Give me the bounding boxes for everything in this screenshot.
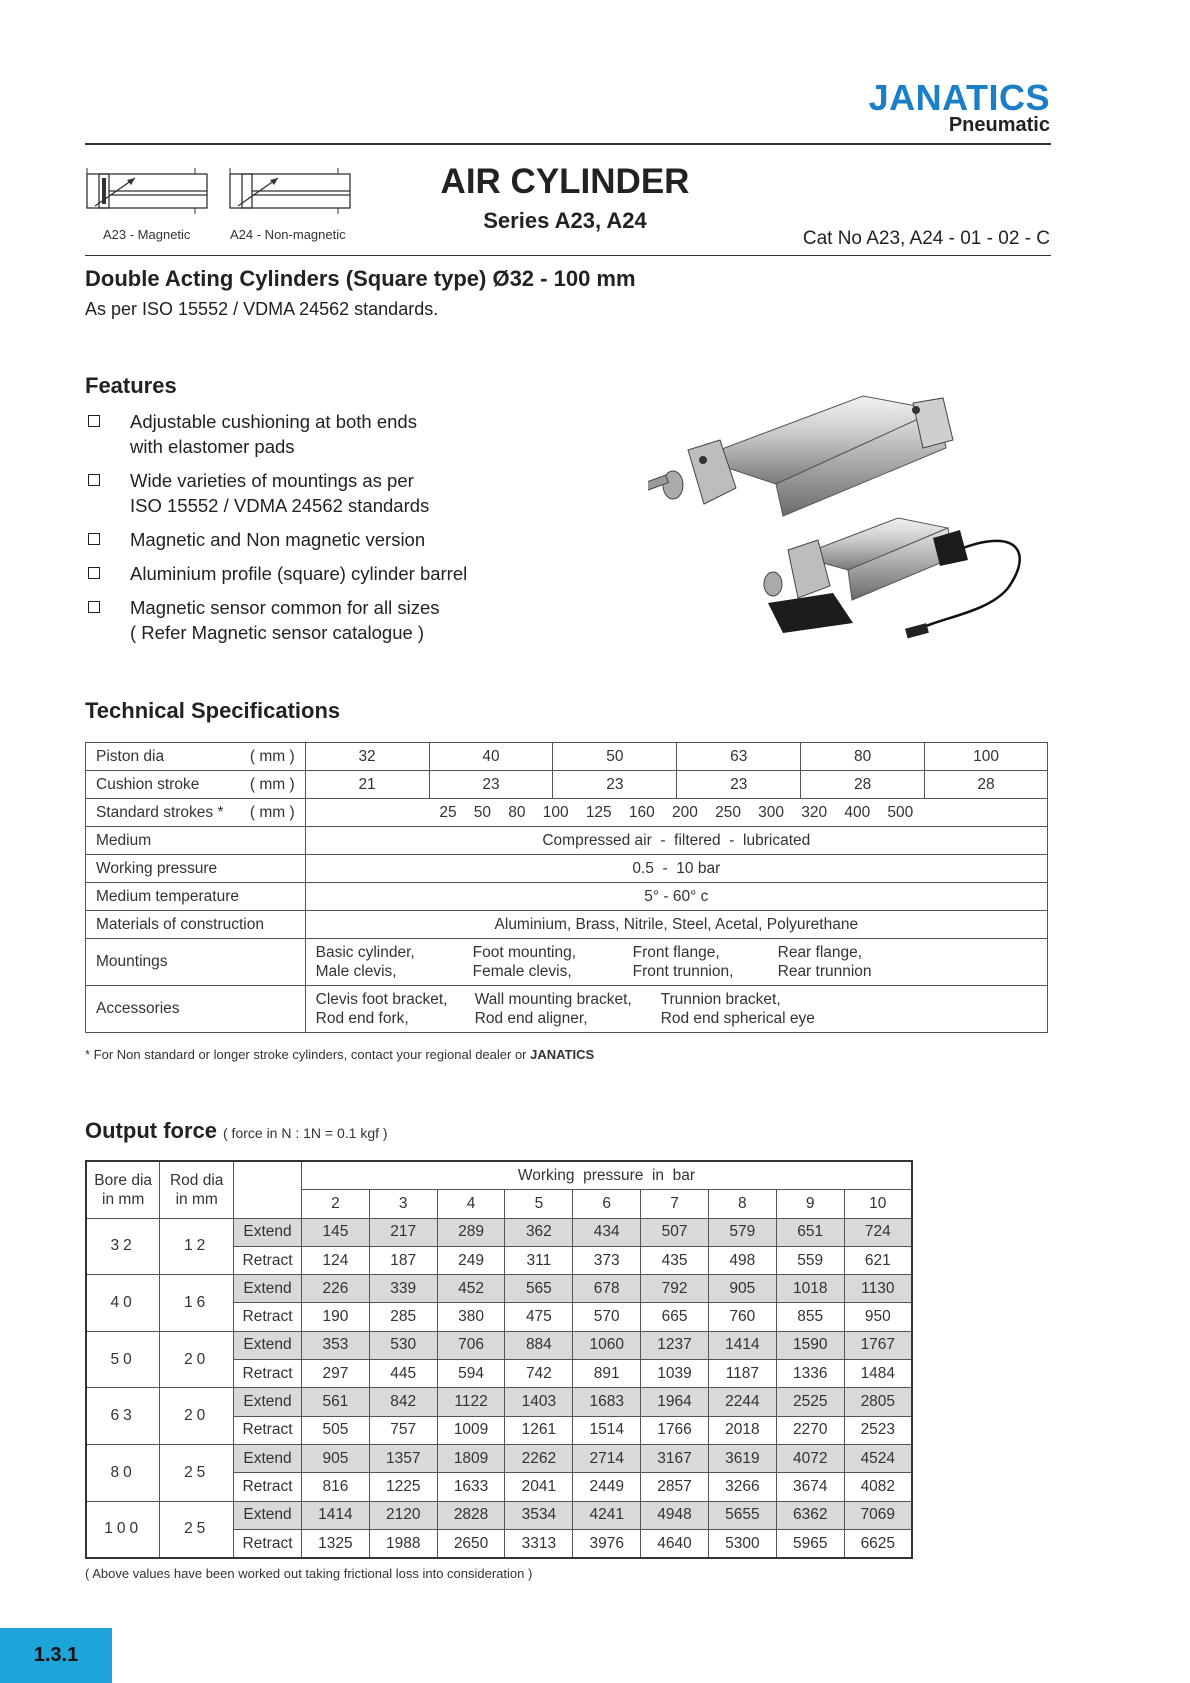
force-value: 339 bbox=[369, 1275, 437, 1303]
bore-value: 100 bbox=[86, 1501, 160, 1558]
force-value: 2244 bbox=[708, 1388, 776, 1416]
force-value: 4241 bbox=[573, 1501, 641, 1529]
force-value: 1766 bbox=[641, 1416, 709, 1444]
force-value: 3619 bbox=[708, 1444, 776, 1472]
force-value: 285 bbox=[369, 1303, 437, 1331]
pressure-column-header: 4 bbox=[437, 1190, 505, 1218]
bore-value: 32 bbox=[86, 1218, 160, 1275]
force-value: 678 bbox=[573, 1275, 641, 1303]
force-value: 3167 bbox=[641, 1444, 709, 1472]
table-row bbox=[86, 743, 1048, 771]
retract-label: Retract bbox=[234, 1303, 302, 1331]
force-value: 1414 bbox=[708, 1331, 776, 1359]
force-value: 570 bbox=[573, 1303, 641, 1331]
spec-value: 25 50 80 100 125 160 200 250 300 320 400 500 bbox=[305, 799, 1047, 827]
checkbox-bullet-icon bbox=[88, 567, 100, 579]
spec-value: 32 bbox=[305, 743, 429, 771]
product-subheading: Double Acting Cylinders (Square type) Ø32 - 100 mm bbox=[85, 266, 636, 291]
symbol-a24-label: A24 - Non-magnetic bbox=[230, 227, 346, 242]
spec-value: 21 bbox=[305, 771, 429, 799]
force-value: 1809 bbox=[437, 1444, 505, 1472]
force-value: 559 bbox=[776, 1246, 844, 1274]
force-value: 4640 bbox=[641, 1529, 709, 1558]
force-value: 3976 bbox=[573, 1529, 641, 1558]
force-value: 651 bbox=[776, 1218, 844, 1246]
force-value: 561 bbox=[301, 1388, 369, 1416]
force-value: 145 bbox=[301, 1218, 369, 1246]
tech-spec-table bbox=[85, 742, 1048, 1033]
force-value: 226 bbox=[301, 1275, 369, 1303]
force-value: 4072 bbox=[776, 1444, 844, 1472]
brand-subtitle: Pneumatic bbox=[948, 114, 1050, 136]
force-value: 475 bbox=[505, 1303, 573, 1331]
catalog-number: Cat No A23, A24 - 01 - 02 - C bbox=[802, 228, 1050, 249]
spec-value: 50 bbox=[553, 743, 677, 771]
output-force-table bbox=[85, 1160, 913, 1559]
spec-label: Piston dia ( mm ) bbox=[86, 743, 306, 771]
force-value: 1683 bbox=[573, 1388, 641, 1416]
spec-value: 5° - 60° c bbox=[305, 883, 1047, 911]
force-value: 594 bbox=[437, 1360, 505, 1388]
feature-text: Aluminium profile (square) cylinder barrel bbox=[130, 563, 468, 584]
force-value: 565 bbox=[505, 1275, 573, 1303]
table-row bbox=[86, 1444, 912, 1472]
table-row bbox=[86, 1218, 912, 1246]
spec-label: Materials of construction bbox=[86, 911, 306, 939]
mode-header bbox=[234, 1161, 302, 1218]
force-value: 4082 bbox=[844, 1473, 912, 1501]
pressure-column-header: 9 bbox=[776, 1190, 844, 1218]
spec-value: 28 bbox=[801, 771, 925, 799]
feature-text: ( Refer Magnetic sensor catalogue ) bbox=[130, 622, 425, 643]
force-value: 706 bbox=[437, 1331, 505, 1359]
force-value: 7069 bbox=[844, 1501, 912, 1529]
symbol-a23 bbox=[85, 168, 215, 242]
rod-value: 25 bbox=[160, 1501, 234, 1558]
table-row bbox=[86, 827, 1048, 855]
force-value: 2857 bbox=[641, 1473, 709, 1501]
spec-label: Working pressure bbox=[86, 855, 306, 883]
pressure-column-header: 7 bbox=[641, 1190, 709, 1218]
pressure-column-header: 6 bbox=[573, 1190, 641, 1218]
bore-value: 50 bbox=[86, 1331, 160, 1388]
force-value: 289 bbox=[437, 1218, 505, 1246]
force-value: 311 bbox=[505, 1246, 573, 1274]
checkbox-bullet-icon bbox=[88, 474, 100, 486]
tech-spec-heading: Technical Specifications bbox=[85, 698, 341, 723]
table-row bbox=[86, 1501, 912, 1529]
spec-label: Standard strokes * ( mm ) bbox=[86, 799, 306, 827]
spec-label: Cushion stroke ( mm ) bbox=[86, 771, 306, 799]
table-row bbox=[86, 1331, 912, 1359]
force-value: 507 bbox=[641, 1218, 709, 1246]
force-value: 1060 bbox=[573, 1331, 641, 1359]
spec-value: Basic cylinder, Male clevis, Foot mounting, Female clevis, Front flange, Front trunnion, Rear flange, Rear trunnion bbox=[305, 939, 1047, 986]
features-list bbox=[85, 409, 605, 654]
force-value: 434 bbox=[573, 1218, 641, 1246]
feature-text: Adjustable cushioning at both ends bbox=[130, 411, 417, 432]
force-value: 621 bbox=[844, 1246, 912, 1274]
force-value: 498 bbox=[708, 1246, 776, 1274]
symbol-a24 bbox=[228, 168, 368, 242]
force-value: 6362 bbox=[776, 1501, 844, 1529]
force-value: 353 bbox=[301, 1331, 369, 1359]
spec-value: Clevis foot bracket, Rod end fork, Wall mounting bracket, Rod end aligner, Trunnion bracket, Rod end spherical eye bbox=[305, 986, 1047, 1033]
force-value: 2523 bbox=[844, 1416, 912, 1444]
spec-value: 80 bbox=[801, 743, 925, 771]
force-value: 905 bbox=[301, 1444, 369, 1472]
spec-value: 100 bbox=[925, 743, 1048, 771]
force-value: 742 bbox=[505, 1360, 573, 1388]
force-value: 4524 bbox=[844, 1444, 912, 1472]
feature-text: ISO 15552 / VDMA 24562 standards bbox=[130, 495, 430, 516]
header-divider bbox=[85, 143, 1051, 145]
force-value: 505 bbox=[301, 1416, 369, 1444]
force-value: 4948 bbox=[641, 1501, 709, 1529]
force-value: 530 bbox=[369, 1331, 437, 1359]
spec-value: 40 bbox=[429, 743, 553, 771]
force-value: 2449 bbox=[573, 1473, 641, 1501]
force-value: 452 bbox=[437, 1275, 505, 1303]
pressure-column-header: 3 bbox=[369, 1190, 437, 1218]
output-force-heading: Output force ( force in N : 1N = 0.1 kgf ) bbox=[85, 1118, 388, 1143]
force-value: 445 bbox=[369, 1360, 437, 1388]
force-value: 1336 bbox=[776, 1360, 844, 1388]
force-value: 1988 bbox=[369, 1529, 437, 1558]
retract-label: Retract bbox=[234, 1416, 302, 1444]
force-value: 3674 bbox=[776, 1473, 844, 1501]
force-value: 816 bbox=[301, 1473, 369, 1501]
non-magnetic-cylinder-symbol-icon bbox=[228, 168, 358, 218]
force-value: 1261 bbox=[505, 1416, 573, 1444]
force-value: 362 bbox=[505, 1218, 573, 1246]
force-value: 855 bbox=[776, 1303, 844, 1331]
spec-label: Accessories bbox=[86, 986, 306, 1033]
extend-label: Extend bbox=[234, 1275, 302, 1303]
spec-label: Mountings bbox=[86, 939, 306, 986]
table-row bbox=[86, 986, 1048, 1033]
force-value: 5655 bbox=[708, 1501, 776, 1529]
force-value: 217 bbox=[369, 1218, 437, 1246]
force-value: 1767 bbox=[844, 1331, 912, 1359]
table-row bbox=[86, 1388, 912, 1416]
force-value: 2525 bbox=[776, 1388, 844, 1416]
rod-value: 16 bbox=[160, 1275, 234, 1332]
force-value: 3534 bbox=[505, 1501, 573, 1529]
force-value: 1964 bbox=[641, 1388, 709, 1416]
feature-text: Wide varieties of mountings as per bbox=[130, 470, 414, 491]
feature-text: Magnetic and Non magnetic version bbox=[130, 529, 426, 550]
pressure-column-header: 5 bbox=[505, 1190, 573, 1218]
force-value: 2018 bbox=[708, 1416, 776, 1444]
force-value: 190 bbox=[301, 1303, 369, 1331]
feature-text: Magnetic sensor common for all sizes bbox=[130, 597, 440, 618]
force-value: 1590 bbox=[776, 1331, 844, 1359]
spec-value: Compressed air - filtered - lubricated bbox=[305, 827, 1047, 855]
extend-label: Extend bbox=[234, 1388, 302, 1416]
spec-label: Medium bbox=[86, 827, 306, 855]
force-value: 3266 bbox=[708, 1473, 776, 1501]
force-value: 249 bbox=[437, 1246, 505, 1274]
checkbox-bullet-icon bbox=[88, 533, 100, 545]
extend-label: Extend bbox=[234, 1218, 302, 1246]
force-value: 2120 bbox=[369, 1501, 437, 1529]
pressure-column-header: 10 bbox=[844, 1190, 912, 1218]
spec-value: 63 bbox=[677, 743, 801, 771]
bore-value: 80 bbox=[86, 1444, 160, 1501]
force-value: 297 bbox=[301, 1360, 369, 1388]
force-value: 760 bbox=[708, 1303, 776, 1331]
spec-value: 23 bbox=[553, 771, 677, 799]
retract-label: Retract bbox=[234, 1473, 302, 1501]
title-divider bbox=[85, 255, 1051, 256]
pressure-header: Working pressure in bar bbox=[301, 1161, 912, 1190]
spec-footnote: * For Non standard or longer stroke cylinders, contact your regional dealer or JANATICS bbox=[85, 1047, 595, 1062]
force-value: 5965 bbox=[776, 1529, 844, 1558]
pressure-column-header: 2 bbox=[301, 1190, 369, 1218]
force-value: 2650 bbox=[437, 1529, 505, 1558]
force-value: 950 bbox=[844, 1303, 912, 1331]
table-row bbox=[86, 1275, 912, 1303]
force-value: 2805 bbox=[844, 1388, 912, 1416]
retract-label: Retract bbox=[234, 1246, 302, 1274]
force-value: 1039 bbox=[641, 1360, 709, 1388]
force-value: 3313 bbox=[505, 1529, 573, 1558]
spec-value: 0.5 - 10 bar bbox=[305, 855, 1047, 883]
table-header-row bbox=[86, 1161, 912, 1190]
rod-value: 20 bbox=[160, 1331, 234, 1388]
table-row bbox=[86, 939, 1048, 986]
force-value: 1514 bbox=[573, 1416, 641, 1444]
force-value: 1009 bbox=[437, 1416, 505, 1444]
force-value: 1484 bbox=[844, 1360, 912, 1388]
output-footnote: ( Above values have been worked out taking frictional loss into consideration ) bbox=[85, 1566, 533, 1581]
brand-logo bbox=[800, 77, 1050, 136]
rod-value: 12 bbox=[160, 1218, 234, 1275]
force-value: 1325 bbox=[301, 1529, 369, 1558]
force-value: 1403 bbox=[505, 1388, 573, 1416]
feature-item bbox=[85, 409, 605, 459]
force-value: 1018 bbox=[776, 1275, 844, 1303]
table-row bbox=[86, 855, 1048, 883]
spec-value: 28 bbox=[925, 771, 1048, 799]
force-value: 792 bbox=[641, 1275, 709, 1303]
force-value: 380 bbox=[437, 1303, 505, 1331]
features-heading: Features bbox=[85, 373, 177, 398]
force-value: 1187 bbox=[708, 1360, 776, 1388]
force-value: 905 bbox=[708, 1275, 776, 1303]
force-value: 2041 bbox=[505, 1473, 573, 1501]
spec-value: 23 bbox=[677, 771, 801, 799]
force-value: 6625 bbox=[844, 1529, 912, 1558]
table-row bbox=[86, 883, 1048, 911]
spec-label: Medium temperature bbox=[86, 883, 306, 911]
retract-label: Retract bbox=[234, 1360, 302, 1388]
force-value: 5300 bbox=[708, 1529, 776, 1558]
force-value: 891 bbox=[573, 1360, 641, 1388]
force-value: 124 bbox=[301, 1246, 369, 1274]
force-value: 757 bbox=[369, 1416, 437, 1444]
force-value: 1237 bbox=[641, 1331, 709, 1359]
table-row bbox=[86, 799, 1048, 827]
force-value: 842 bbox=[369, 1388, 437, 1416]
page-title: AIR CYLINDER bbox=[440, 162, 690, 201]
force-value: 2270 bbox=[776, 1416, 844, 1444]
feature-item bbox=[85, 595, 605, 645]
extend-label: Extend bbox=[234, 1501, 302, 1529]
checkbox-bullet-icon bbox=[88, 415, 100, 427]
force-value: 724 bbox=[844, 1218, 912, 1246]
force-value: 2714 bbox=[573, 1444, 641, 1472]
extend-label: Extend bbox=[234, 1331, 302, 1359]
symbol-a23-label: A23 - Magnetic bbox=[103, 227, 191, 242]
force-value: 884 bbox=[505, 1331, 573, 1359]
force-value: 579 bbox=[708, 1218, 776, 1246]
feature-text: with elastomer pads bbox=[130, 436, 295, 457]
force-value: 1225 bbox=[369, 1473, 437, 1501]
bore-value: 40 bbox=[86, 1275, 160, 1332]
retract-label: Retract bbox=[234, 1529, 302, 1558]
feature-item bbox=[85, 468, 605, 518]
force-value: 1122 bbox=[437, 1388, 505, 1416]
rod-value: 25 bbox=[160, 1444, 234, 1501]
bore-value: 63 bbox=[86, 1388, 160, 1445]
pressure-column-header: 8 bbox=[708, 1190, 776, 1218]
feature-item bbox=[85, 561, 605, 586]
spec-value: 23 bbox=[429, 771, 553, 799]
force-value: 1357 bbox=[369, 1444, 437, 1472]
spec-value: Aluminium, Brass, Nitrile, Steel, Acetal, Polyurethane bbox=[305, 911, 1047, 939]
force-value: 1414 bbox=[301, 1501, 369, 1529]
force-value: 373 bbox=[573, 1246, 641, 1274]
force-value: 435 bbox=[641, 1246, 709, 1274]
table-row bbox=[86, 911, 1048, 939]
series-title: Series A23, A24 bbox=[483, 208, 647, 233]
force-value: 1130 bbox=[844, 1275, 912, 1303]
force-value: 2828 bbox=[437, 1501, 505, 1529]
force-value: 187 bbox=[369, 1246, 437, 1274]
force-value: 2262 bbox=[505, 1444, 573, 1472]
checkbox-bullet-icon bbox=[88, 601, 100, 613]
bore-header: Bore dia in mm bbox=[86, 1161, 160, 1218]
magnetic-cylinder-symbol-icon bbox=[85, 168, 215, 218]
extend-label: Extend bbox=[234, 1444, 302, 1472]
table-row bbox=[86, 771, 1048, 799]
rod-value: 20 bbox=[160, 1388, 234, 1445]
rod-header: Rod dia in mm bbox=[160, 1161, 234, 1218]
page-number: 1.3.1 bbox=[33, 1644, 79, 1666]
brand-name: JANATICS bbox=[868, 77, 1050, 118]
product-photo bbox=[648, 388, 1038, 650]
force-value: 665 bbox=[641, 1303, 709, 1331]
force-value: 1633 bbox=[437, 1473, 505, 1501]
feature-item bbox=[85, 527, 605, 552]
standards-text: As per ISO 15552 / VDMA 24562 standards. bbox=[85, 299, 439, 319]
